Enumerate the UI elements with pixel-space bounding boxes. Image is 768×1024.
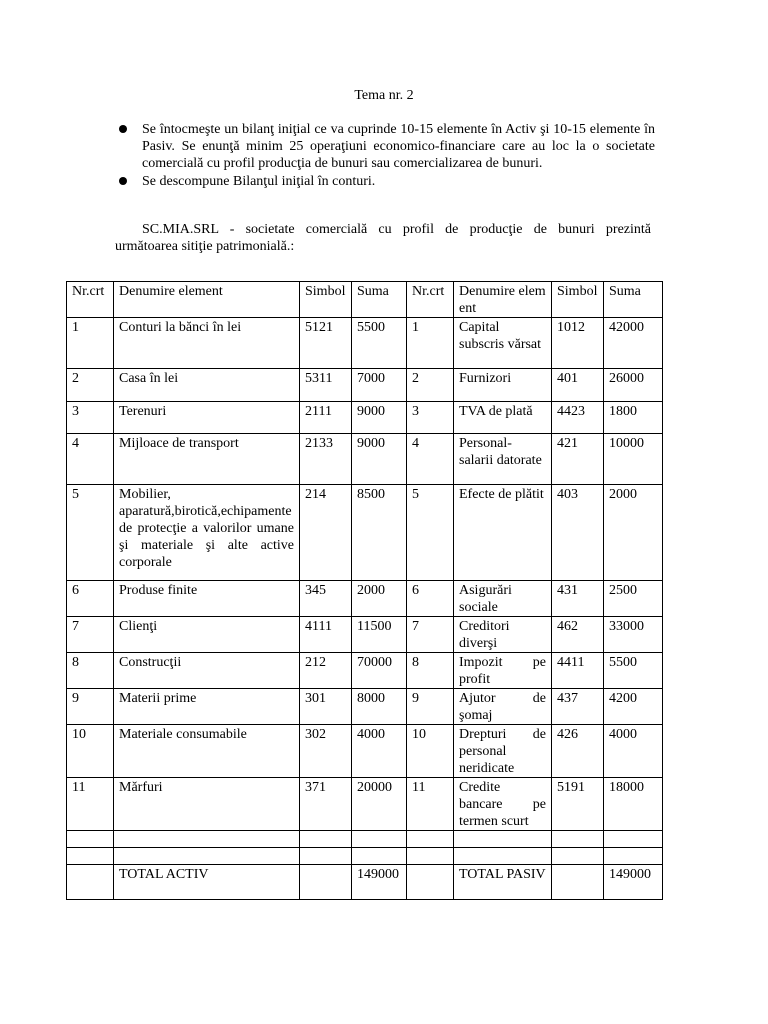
- table-cell: 7000: [352, 369, 407, 402]
- table-cell: 5311: [300, 369, 352, 402]
- table-row: [67, 778, 663, 831]
- table-cell: 6: [67, 581, 114, 617]
- table-cell: 214: [300, 485, 352, 581]
- table-cell: Mărfuri: [114, 778, 300, 831]
- table-cell: Capital subscris vărsat: [454, 318, 552, 369]
- table-cell: 301: [300, 689, 352, 725]
- table-cell: 9000: [352, 402, 407, 434]
- table-cell: 2111: [300, 402, 352, 434]
- task-item: [115, 173, 655, 190]
- table-cell: [454, 831, 552, 848]
- table-cell: [407, 848, 454, 865]
- table-header-row: [67, 282, 663, 318]
- table-cell: 8: [407, 653, 454, 689]
- page-title: Tema nr. 2: [354, 88, 414, 103]
- table-cell: 371: [300, 778, 352, 831]
- column-header: Nr.crt: [407, 282, 454, 318]
- table-cell: Clienţi: [114, 617, 300, 653]
- table-row: [67, 402, 663, 434]
- table-row: [67, 318, 663, 369]
- table-cell: 5500: [352, 318, 407, 369]
- bullet-icon: [119, 177, 127, 185]
- table-cell: 2133: [300, 434, 352, 485]
- table-cell: 1012: [552, 318, 604, 369]
- table-cell: 2: [407, 369, 454, 402]
- table-cell: [352, 831, 407, 848]
- table-cell: 6: [407, 581, 454, 617]
- table-cell: 4111: [300, 617, 352, 653]
- table-cell: Creditori diverşi: [454, 617, 552, 653]
- table-row: [67, 725, 663, 778]
- table-cell: [604, 848, 663, 865]
- table-cell: 2000: [604, 485, 663, 581]
- table-cell: 4423: [552, 402, 604, 434]
- table-cell: [552, 848, 604, 865]
- table-cell: 9000: [352, 434, 407, 485]
- table-cell: 2: [67, 369, 114, 402]
- table-cell: Construcţii: [114, 653, 300, 689]
- intro-line: următoarea sitiţie patrimonială.:: [115, 239, 295, 254]
- balance-sheet-table: [66, 281, 663, 900]
- table-cell: 3: [67, 402, 114, 434]
- table-cell: Drepturi de personal neridicate: [454, 725, 552, 778]
- table-cell: 8500: [352, 485, 407, 581]
- table-cell: 149000: [352, 865, 407, 900]
- table-cell: Materiale consumabile: [114, 725, 300, 778]
- task-text: Se întocmeşte un bilanţ iniţial ce va cuprinde 10-15 elemente în Activ şi 10-15 elemente în Pasiv. Se enunţă minim 25 operaţiuni economico-financiare care au loc la o societate comercială cu profil producţia de bunuri sau comercializarea de bunuri.: [142, 122, 655, 171]
- table-cell: 437: [552, 689, 604, 725]
- table-cell: 2500: [604, 581, 663, 617]
- table-cell: 4000: [604, 725, 663, 778]
- table-cell: Terenuri: [114, 402, 300, 434]
- column-header: Denumire element: [454, 282, 552, 318]
- table-cell: 426: [552, 725, 604, 778]
- table-cell: [454, 848, 552, 865]
- table-cell: 10: [407, 725, 454, 778]
- table-cell: Ajutor de şomaj: [454, 689, 552, 725]
- table-cell: 11: [407, 778, 454, 831]
- table-cell: Personal-salarii datorate: [454, 434, 552, 485]
- table-cell: 1: [407, 318, 454, 369]
- column-header: Simbol: [552, 282, 604, 318]
- table-cell: TOTAL PASIV: [454, 865, 552, 900]
- table-cell: 42000: [604, 318, 663, 369]
- column-header: Suma: [352, 282, 407, 318]
- table-cell: 4: [407, 434, 454, 485]
- table-cell: [67, 848, 114, 865]
- table-cell: 7: [407, 617, 454, 653]
- table-cell: 212: [300, 653, 352, 689]
- column-header: Nr.crt: [67, 282, 114, 318]
- table-row: [67, 848, 663, 865]
- table-cell: 70000: [352, 653, 407, 689]
- task-item: [115, 121, 655, 172]
- table-cell: [114, 831, 300, 848]
- table-cell: [114, 848, 300, 865]
- table-row: [67, 617, 663, 653]
- table-cell: 8000: [352, 689, 407, 725]
- table-cell: [407, 831, 454, 848]
- table-cell: Furnizori: [454, 369, 552, 402]
- table-row: [67, 434, 663, 485]
- table-cell: 5121: [300, 318, 352, 369]
- intro-line: SC.MIA.SRL - societate comercială cu profil de producţie de bunuri prezintă: [142, 222, 651, 237]
- table-cell: 4000: [352, 725, 407, 778]
- table-cell: Mobilier, aparatură,birotică,echipamente de protecţie a valorilor umane şi materiale şi alte active corporale: [114, 485, 300, 581]
- table-cell: Produse finite: [114, 581, 300, 617]
- table-cell: [300, 865, 352, 900]
- task-text: Se descompune Bilanţul iniţial în conturi.: [142, 174, 376, 189]
- table-cell: 33000: [604, 617, 663, 653]
- table-cell: 10: [67, 725, 114, 778]
- table-cell: 10000: [604, 434, 663, 485]
- bullet-icon: [119, 125, 127, 133]
- task-list: [115, 121, 655, 190]
- table-row: [67, 369, 663, 402]
- table-cell: [604, 831, 663, 848]
- table-cell: Materii prime: [114, 689, 300, 725]
- table-row: [67, 653, 663, 689]
- table-cell: 4: [67, 434, 114, 485]
- table-cell: Casa în lei: [114, 369, 300, 402]
- table-cell: 403: [552, 485, 604, 581]
- table-cell: 18000: [604, 778, 663, 831]
- table-cell: 421: [552, 434, 604, 485]
- table-cell: TVA de plată: [454, 402, 552, 434]
- column-header: Simbol: [300, 282, 352, 318]
- table-cell: Mijloace de transport: [114, 434, 300, 485]
- table-cell: [352, 848, 407, 865]
- table-cell: Conturi la bănci în lei: [114, 318, 300, 369]
- table-cell: 9: [67, 689, 114, 725]
- table-cell: 5: [407, 485, 454, 581]
- table-cell: Impozit pe profit: [454, 653, 552, 689]
- table-cell: [407, 865, 454, 900]
- table-cell: 345: [300, 581, 352, 617]
- table-cell: Efecte de plătit: [454, 485, 552, 581]
- table-cell: [67, 831, 114, 848]
- table-cell: 5: [67, 485, 114, 581]
- column-header: Suma: [604, 282, 663, 318]
- table-cell: 302: [300, 725, 352, 778]
- table-cell: 2000: [352, 581, 407, 617]
- table-cell: 1: [67, 318, 114, 369]
- table-cell: 20000: [352, 778, 407, 831]
- table-cell: 3: [407, 402, 454, 434]
- table-row: [67, 485, 663, 581]
- table-cell: 26000: [604, 369, 663, 402]
- table-cell: 11: [67, 778, 114, 831]
- table-cell: 5191: [552, 778, 604, 831]
- table-cell: 1800: [604, 402, 663, 434]
- table-cell: 5500: [604, 653, 663, 689]
- table-row: [67, 865, 663, 900]
- column-header: Denumire element: [114, 282, 300, 318]
- table-cell: 11500: [352, 617, 407, 653]
- table-cell: 149000: [604, 865, 663, 900]
- table-cell: 7: [67, 617, 114, 653]
- table-cell: TOTAL ACTIV: [114, 865, 300, 900]
- intro-paragraph: [115, 221, 651, 255]
- table-cell: 4200: [604, 689, 663, 725]
- table-cell: [300, 848, 352, 865]
- table-cell: Asigurări sociale: [454, 581, 552, 617]
- table-cell: [67, 865, 114, 900]
- table-row: [67, 689, 663, 725]
- table-cell: [552, 831, 604, 848]
- table-cell: Credite bancare pe termen scurt: [454, 778, 552, 831]
- table-cell: 9: [407, 689, 454, 725]
- table-cell: 4411: [552, 653, 604, 689]
- table-row: [67, 831, 663, 848]
- table-cell: 431: [552, 581, 604, 617]
- table-cell: 401: [552, 369, 604, 402]
- table-cell: [552, 865, 604, 900]
- table-cell: 8: [67, 653, 114, 689]
- table-cell: [300, 831, 352, 848]
- table-row: [67, 581, 663, 617]
- table-cell: 462: [552, 617, 604, 653]
